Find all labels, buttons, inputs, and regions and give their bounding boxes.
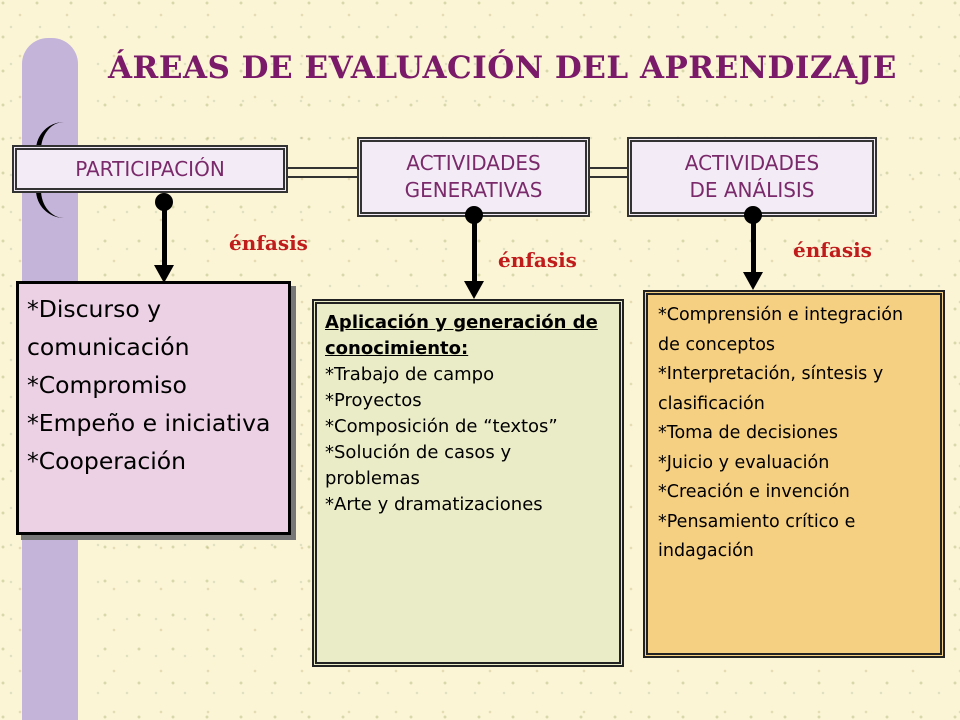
- arrow-3-shaft: [751, 218, 756, 274]
- list-item: *Toma de decisiones: [658, 423, 838, 443]
- list-item: *Interpretación, síntesis y clasificación: [658, 364, 884, 414]
- emphasis-label-3: énfasis: [793, 238, 872, 262]
- arrow-3-head: [743, 272, 763, 290]
- list-item: *Creación e invención: [658, 482, 850, 502]
- header-generativas-line-1: ACTIVIDADES: [406, 151, 541, 175]
- header-participacion-line-1: PARTICIPACIÓN: [75, 156, 225, 181]
- list-item: *Composición de “textos”: [325, 416, 558, 437]
- header-analisis-line-2: DE ANÁLISIS: [689, 178, 815, 202]
- list-item: *Discurso y comunicación: [27, 295, 190, 361]
- arrow-2-shaft: [472, 218, 477, 283]
- list-item: *Pensamiento crítico e indagación: [658, 511, 856, 561]
- list-item: *Trabajo de campo: [325, 364, 495, 385]
- arrow-1-shaft: [162, 205, 167, 267]
- header-generativas-line-2: GENERATIVAS: [404, 178, 543, 202]
- header-analisis-line-1: ACTIVIDADES: [684, 151, 820, 175]
- box-generativas-heading: Aplicación y generación de conocimiento:: [325, 312, 598, 359]
- header-actividades-analisis: [627, 137, 877, 217]
- list-item: *Juicio y evaluación: [658, 452, 830, 473]
- list-item: *Solución de casos y problemas: [325, 442, 512, 489]
- emphasis-label-2: énfasis: [498, 248, 577, 272]
- list-item: *Cooperación: [27, 447, 187, 475]
- header-participacion: [12, 145, 288, 193]
- box-participacion: [16, 281, 291, 535]
- list-item: *Comprensión e integración de conceptos: [658, 305, 904, 355]
- list-item: *Compromiso: [27, 371, 187, 399]
- header-actividades-generativas: [357, 137, 590, 217]
- arrow-2-head: [464, 281, 484, 299]
- list-item: *Empeño e iniciativa: [27, 409, 271, 437]
- connector-participacion-generativas: [287, 167, 361, 178]
- emphasis-label-1: énfasis: [229, 231, 308, 255]
- box-actividades-analisis: [643, 290, 945, 658]
- slide-title: ÁREAS DE EVALUACIÓN DEL APRENDIZAJE: [108, 50, 897, 86]
- list-item: *Arte y dramatizaciones: [325, 494, 543, 515]
- box-actividades-generativas: [312, 299, 624, 667]
- list-item: *Proyectos: [325, 390, 422, 411]
- connector-generativas-analisis: [587, 167, 631, 178]
